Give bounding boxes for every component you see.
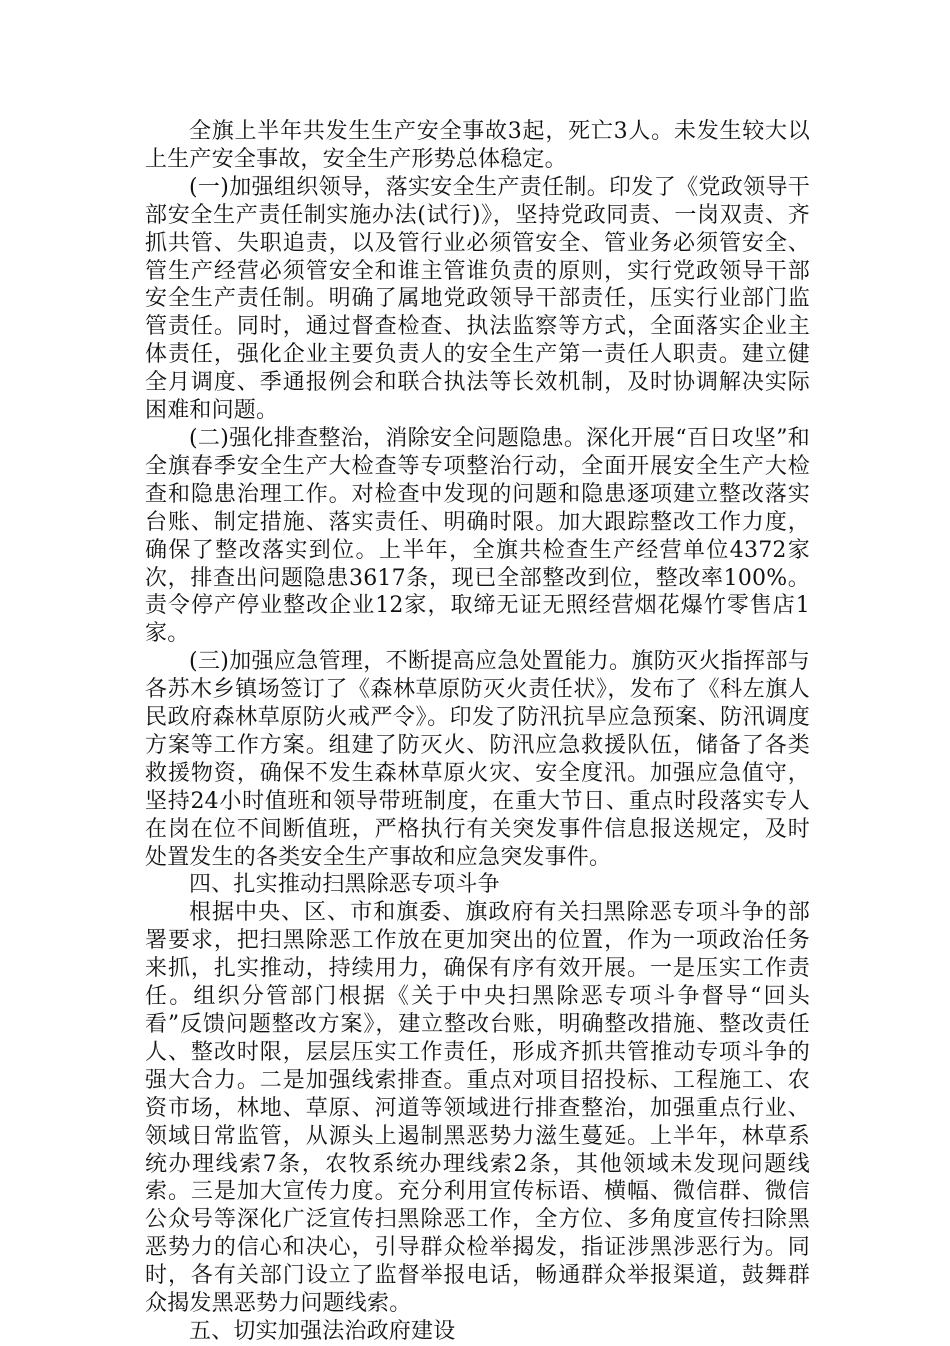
section-heading-anti-crime: 四、扎实推动扫黑除恶专项斗争 <box>189 872 500 898</box>
paragraph-anti-crime: 根据中央、区、市和旗委、旗政府有关扫黑除恶专项斗争的部署要求，把扫黑除恶工作放在更加突出的位置，作为一项政治任务来抓，扎实推动，持续用力，确保有序有效开展。一是压实工作责任。组织分管部门根据《关于中央扫黑除恶专项斗争督导“回头看”反馈问题整改方案》，建立整改台账，明确整改措施、整改责任人、整改时限，层层压实工作责任，形成齐抓共管推动专项斗争的强大合力。二是加强线索排查。重点对项目招投标、工程施工、农资市场，林地、草原、河道等领域进行排查整治，加强重点行业、领域日常监管，从源头上遏制黑恶势力滋生蔓延。上半年，林草系统办理线索7条，农牧系统办理线索2条，其他领域未发现问题线索。三是加大宣传力度。充分利用宣传标语、横幅、微信群、微信公众号等深化广泛宣传扫黑除恶工作，全方位、多角度宣传扫除黑恶势力的信心和决心，引导群众检举揭发，指证涉黑涉恶行为。同时，各有关部门设立了监督举报电话，畅通群众举报渠道，鼓舞群众揭发黑恶势力问题线索。 <box>145 900 810 1317</box>
paragraph-hazard-inspection: (二)强化排查整治，消除安全问题隐患。深化开展“百日攻坚”和全旗春季安全生产大检查等专项整治行动，全面开展安全生产大检查和隐患治理工作。对检查中发现的问题和隐患逐项建立整改落实台账、制定措施、落实责任、明确时限。加大跟踪整改工作力度，确保了整改落实到位。上半年，全旗共检查生产经营单位4372家次，排查出问题隐患3617条，现已全部整改到位，整改率100%。责令停产停业整改企业12家，取缔无证无照经营烟花爆竹零售店1家。 <box>145 425 810 647</box>
section-heading-rule-of-law: 五、切实加强法治政府建设 <box>189 1318 456 1344</box>
paragraph-emergency-management: (三)加强应急管理，不断提高应急处置能力。旗防灭火指挥部与各苏木乡镇场签订了《森林草原防灭火责任状》，发布了《科左旗人民政府森林草原防火戒严令》。印发了防汛抗旱应急预案、防汛调度方案等工作方案。组建了防灭火、防汛应急救援队伍，储备了各类救援物资，确保不发生森林草原火灾、安全度汛。加强应急值守，坚持24小时值班和领导带班制度，在重大节日、重点时段落实专人在岗在位不间断值班，严格执行有关突发事件信息报送规定，及时处置发生的各类安全生产事故和应急突发事件。 <box>145 649 810 870</box>
document-body <box>145 118 810 1346</box>
paragraph-safety-responsibility: (一)加强组织领导，落实安全生产责任制。印发了《党政领导干部安全生产责任制实施办法(试行)》，坚持党政同责、一岗双责、齐抓共管、失职追责，以及管行业必须管安全、管业务必须管安全、管生产经营必须管安全和谁主管谁负责的原则，实行党政领导干部安全生产责任制。明确了属地党政领导干部责任，压实行业部门监管责任。同时，通过督查检查、执法监察等方式，全面落实企业主体责任，强化企业主要负责人的安全生产第一责任人职责。建立健全月调度、季通报例会和联合执法等长效机制，及时协调解决实际困难和问题。 <box>145 174 810 424</box>
paragraph-summary: 全旗上半年共发生生产安全事故3起，死亡3人。未发生较大以上生产安全事故，安全生产形势总体稳定。 <box>145 119 810 172</box>
